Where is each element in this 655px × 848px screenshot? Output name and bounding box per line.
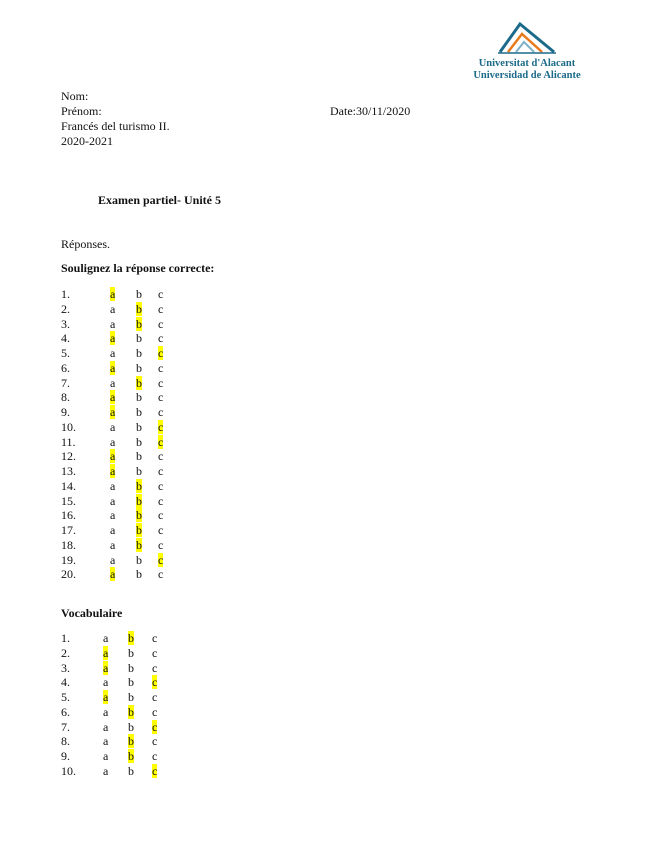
option-a: a (103, 749, 109, 763)
question-number: 17. (61, 523, 76, 537)
option-a: a (103, 719, 109, 734)
option-a: a (110, 316, 116, 331)
question-number: 10. (61, 763, 76, 778)
option-b: b (136, 552, 142, 567)
question-number: 10. (61, 419, 76, 434)
answer-row (61, 464, 201, 478)
option-b: b (128, 675, 134, 690)
option-a: a (110, 552, 116, 567)
option-c: c (152, 734, 158, 749)
option-a: a (110, 523, 116, 537)
option-a: a (110, 537, 116, 552)
question-number: 4. (61, 331, 70, 346)
answer-row (61, 346, 201, 360)
option-c-correct: c (152, 719, 158, 734)
option-b: b (136, 390, 142, 405)
option-a-correct: a (110, 405, 116, 419)
answer-row (61, 749, 201, 763)
option-b: b (128, 645, 134, 660)
question-number: 16. (61, 508, 76, 523)
question-number: 5. (61, 690, 70, 704)
question-number: 2. (61, 301, 70, 316)
option-a-correct: a (110, 390, 116, 405)
answer-row (61, 287, 201, 301)
answer-row (61, 508, 201, 522)
option-a-correct: a (110, 331, 116, 346)
answer-row (61, 631, 201, 645)
option-a: a (103, 704, 109, 719)
option-b: b (136, 419, 142, 434)
field-date: Date:30/11/2020 (330, 104, 411, 118)
university-logo-icon (496, 20, 558, 54)
answer-row (61, 734, 201, 748)
answer-row (61, 317, 201, 331)
question-number: 13. (61, 464, 76, 478)
answer-row (61, 449, 201, 463)
option-c-correct: c (158, 434, 164, 449)
option-a: a (103, 631, 109, 645)
option-a: a (110, 478, 116, 493)
answer-row (61, 361, 201, 375)
option-c: c (152, 749, 158, 763)
option-a-correct: a (103, 660, 109, 675)
option-b: b (128, 690, 134, 704)
section1-heading: Soulignez la réponse correcte: (61, 261, 215, 275)
answer-row (61, 720, 201, 734)
question-number: 2. (61, 645, 70, 660)
answer-row (61, 538, 201, 552)
answer-row (61, 705, 201, 719)
option-c: c (158, 464, 164, 478)
question-number: 5. (61, 346, 70, 360)
answer-row (61, 479, 201, 493)
question-number: 7. (61, 375, 70, 390)
option-a: a (103, 763, 109, 778)
option-a-correct: a (103, 645, 109, 660)
option-a-correct: a (110, 449, 116, 464)
answer-row (61, 764, 201, 778)
option-a-correct: a (110, 360, 116, 375)
option-b: b (136, 331, 142, 346)
page-title: Examen partiel- Unité 5 (98, 193, 221, 207)
question-number: 1. (61, 287, 70, 301)
field-nom: Nom: (61, 89, 89, 103)
question-number: 8. (61, 734, 70, 749)
answer-row (61, 553, 201, 567)
field-prenom: Prénom: (61, 104, 102, 118)
option-b: b (136, 405, 142, 419)
option-c: c (158, 316, 164, 331)
question-number: 15. (61, 493, 76, 508)
question-number: 7. (61, 719, 70, 734)
answer-row (61, 331, 201, 345)
option-c: c (158, 405, 164, 419)
logo-line-2: Universidad de Alicante (473, 70, 581, 81)
option-c: c (158, 375, 164, 390)
option-b: b (136, 464, 142, 478)
option-a: a (110, 508, 116, 523)
option-b: b (136, 287, 142, 301)
academic-year: 2020-2021 (61, 134, 113, 148)
option-a: a (110, 434, 116, 449)
option-a: a (110, 493, 116, 508)
option-c: c (158, 449, 164, 464)
option-c-correct: c (152, 763, 158, 778)
answer-row (61, 661, 201, 675)
option-b-correct: b (136, 316, 142, 331)
option-c-correct: c (158, 419, 164, 434)
question-number: 11. (61, 434, 76, 449)
option-b: b (128, 660, 134, 675)
answer-row (61, 376, 201, 390)
option-a: a (103, 675, 109, 690)
question-number: 4. (61, 675, 70, 690)
option-c: c (152, 631, 158, 645)
answer-row (61, 302, 201, 316)
option-c: c (158, 360, 164, 375)
option-c: c (152, 660, 158, 675)
answer-row (61, 405, 201, 419)
option-c: c (158, 493, 164, 508)
question-number: 9. (61, 405, 70, 419)
option-c-correct: c (158, 552, 164, 567)
option-a-correct: a (110, 287, 116, 301)
option-b-correct: b (136, 523, 142, 537)
option-b-correct: b (136, 478, 142, 493)
option-b: b (136, 434, 142, 449)
question-number: 18. (61, 537, 76, 552)
answer-row (61, 567, 201, 581)
option-b-correct: b (128, 749, 134, 763)
option-b-correct: b (128, 631, 134, 645)
answer-row (61, 675, 201, 689)
option-b: b (136, 449, 142, 464)
answer-row (61, 390, 201, 404)
option-c: c (158, 478, 164, 493)
option-b: b (136, 346, 142, 360)
question-number: 3. (61, 660, 70, 675)
option-b: b (128, 719, 134, 734)
option-c: c (158, 287, 164, 301)
university-logo (462, 20, 592, 84)
question-number: 9. (61, 749, 70, 763)
answer-row (61, 420, 201, 434)
option-b: b (128, 763, 134, 778)
answer-row (61, 690, 201, 704)
option-a: a (103, 734, 109, 749)
option-b-correct: b (136, 375, 142, 390)
option-c: c (158, 523, 164, 537)
question-number: 1. (61, 631, 70, 645)
option-a: a (110, 301, 116, 316)
option-c-correct: c (152, 675, 158, 690)
question-number: 20. (61, 567, 76, 582)
option-a: a (110, 419, 116, 434)
option-b-correct: b (136, 301, 142, 316)
option-c: c (158, 508, 164, 523)
answer-row (61, 494, 201, 508)
option-a-correct: a (103, 690, 109, 704)
option-b: b (136, 567, 142, 582)
option-c: c (158, 331, 164, 346)
option-c: c (158, 301, 164, 316)
option-c: c (158, 537, 164, 552)
option-a: a (110, 375, 116, 390)
option-a-correct: a (110, 567, 116, 582)
question-number: 19. (61, 552, 76, 567)
question-number: 6. (61, 360, 70, 375)
question-number: 8. (61, 390, 70, 405)
option-c-correct: c (158, 346, 164, 360)
option-a-correct: a (110, 464, 116, 478)
answer-row (61, 523, 201, 537)
option-b-correct: b (128, 734, 134, 749)
option-c: c (152, 690, 158, 704)
course-name: Francés del turismo II. (61, 119, 170, 133)
option-a: a (110, 346, 116, 360)
question-number: 3. (61, 316, 70, 331)
reponses-label: Réponses. (61, 237, 110, 251)
option-b-correct: b (136, 508, 142, 523)
question-number: 12. (61, 449, 76, 464)
question-number: 14. (61, 478, 76, 493)
section2-heading: Vocabulaire (61, 606, 123, 620)
option-c: c (158, 567, 164, 582)
logo-line-1: Universitat d'Alacant (478, 58, 576, 69)
option-c: c (158, 390, 164, 405)
option-b: b (136, 360, 142, 375)
option-b-correct: b (136, 537, 142, 552)
question-number: 6. (61, 704, 70, 719)
answer-row (61, 435, 201, 449)
answer-row (61, 646, 201, 660)
option-b-correct: b (136, 493, 142, 508)
option-c: c (152, 645, 158, 660)
option-b-correct: b (128, 704, 134, 719)
option-c: c (152, 704, 158, 719)
